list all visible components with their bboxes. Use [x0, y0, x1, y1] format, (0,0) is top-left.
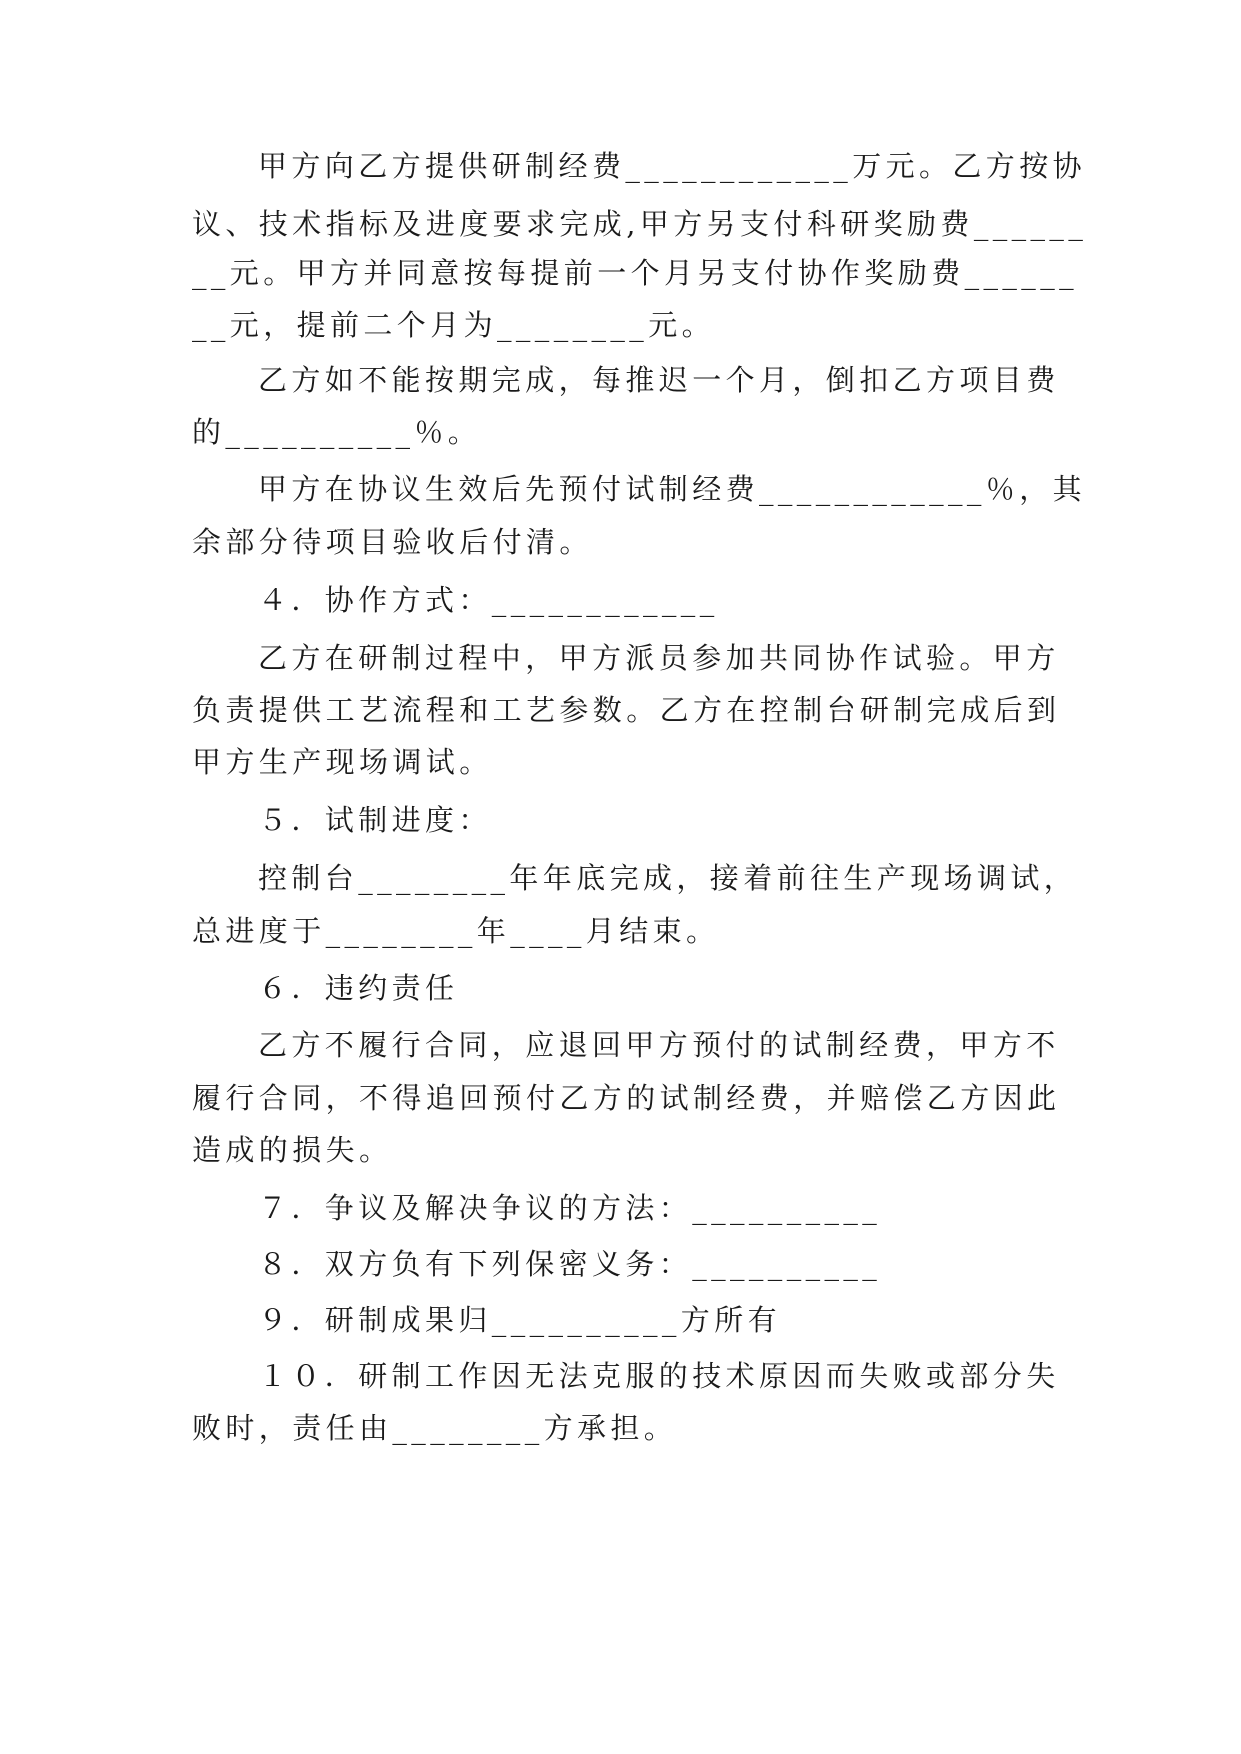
paragraph-schedule-line-1: 控制台________年年底完成，接着前往生产现场调试，: [258, 861, 1078, 895]
section-9-heading: ９．研制成果归__________方所有: [258, 1303, 782, 1337]
section-8-heading: ８．双方负有下列保密义务：__________: [258, 1247, 882, 1281]
paragraph-cooperation-line-1: 乙方在研制过程中，甲方派员参加共同协作试验。甲方: [258, 641, 1060, 675]
paragraph-funding-line-3: __元。甲方并同意按每提前一个月另支付协作奖励费______: [192, 256, 1079, 290]
section-5-heading: ５．试制进度：: [258, 803, 492, 837]
paragraph-delay-line-2: 的__________％。: [192, 415, 482, 449]
paragraph-funding-line-2: 议、技术指标及进度要求完成,甲方另支付科研奖励费______: [192, 207, 1088, 241]
paragraph-breach-line-2: 履行合同，不得追回预付乙方的试制经费，并赔偿乙方因此: [192, 1081, 1061, 1115]
paragraph-breach-line-3: 造成的损失。: [192, 1133, 393, 1167]
paragraph-prepay-line-2: 余部分待项目验收后付清。: [192, 525, 593, 559]
paragraph-cooperation-line-3: 甲方生产现场调试。: [192, 745, 493, 779]
section-10-line-1: １０．研制工作因无法克服的技术原因而失败或部分失: [258, 1359, 1060, 1393]
section-10-line-2: 败时，责任由________方承担。: [192, 1411, 678, 1445]
section-7-heading: ７．争议及解决争议的方法：__________: [258, 1191, 882, 1225]
paragraph-funding-line-1: 甲方向乙方提供研制经费____________万元。乙方按协: [258, 149, 1087, 183]
paragraph-delay-line-1: 乙方如不能按期完成，每推迟一个月，倒扣乙方项目费: [258, 363, 1060, 397]
section-6-heading: ６．违约责任: [258, 971, 459, 1005]
paragraph-schedule-line-2: 总进度于________年____月结束。: [192, 914, 720, 948]
paragraph-cooperation-line-2: 负责提供工艺流程和工艺参数。乙方在控制台研制完成后到: [192, 693, 1061, 727]
paragraph-funding-line-4: __元，提前二个月为________元。: [192, 308, 716, 342]
paragraph-breach-line-1: 乙方不履行合同，应退回甲方预付的试制经费，甲方不: [258, 1028, 1060, 1062]
section-4-heading: ４．协作方式：____________: [258, 583, 719, 617]
paragraph-prepay-line-1: 甲方在协议生效后先预付试制经费____________％，其: [258, 472, 1087, 506]
